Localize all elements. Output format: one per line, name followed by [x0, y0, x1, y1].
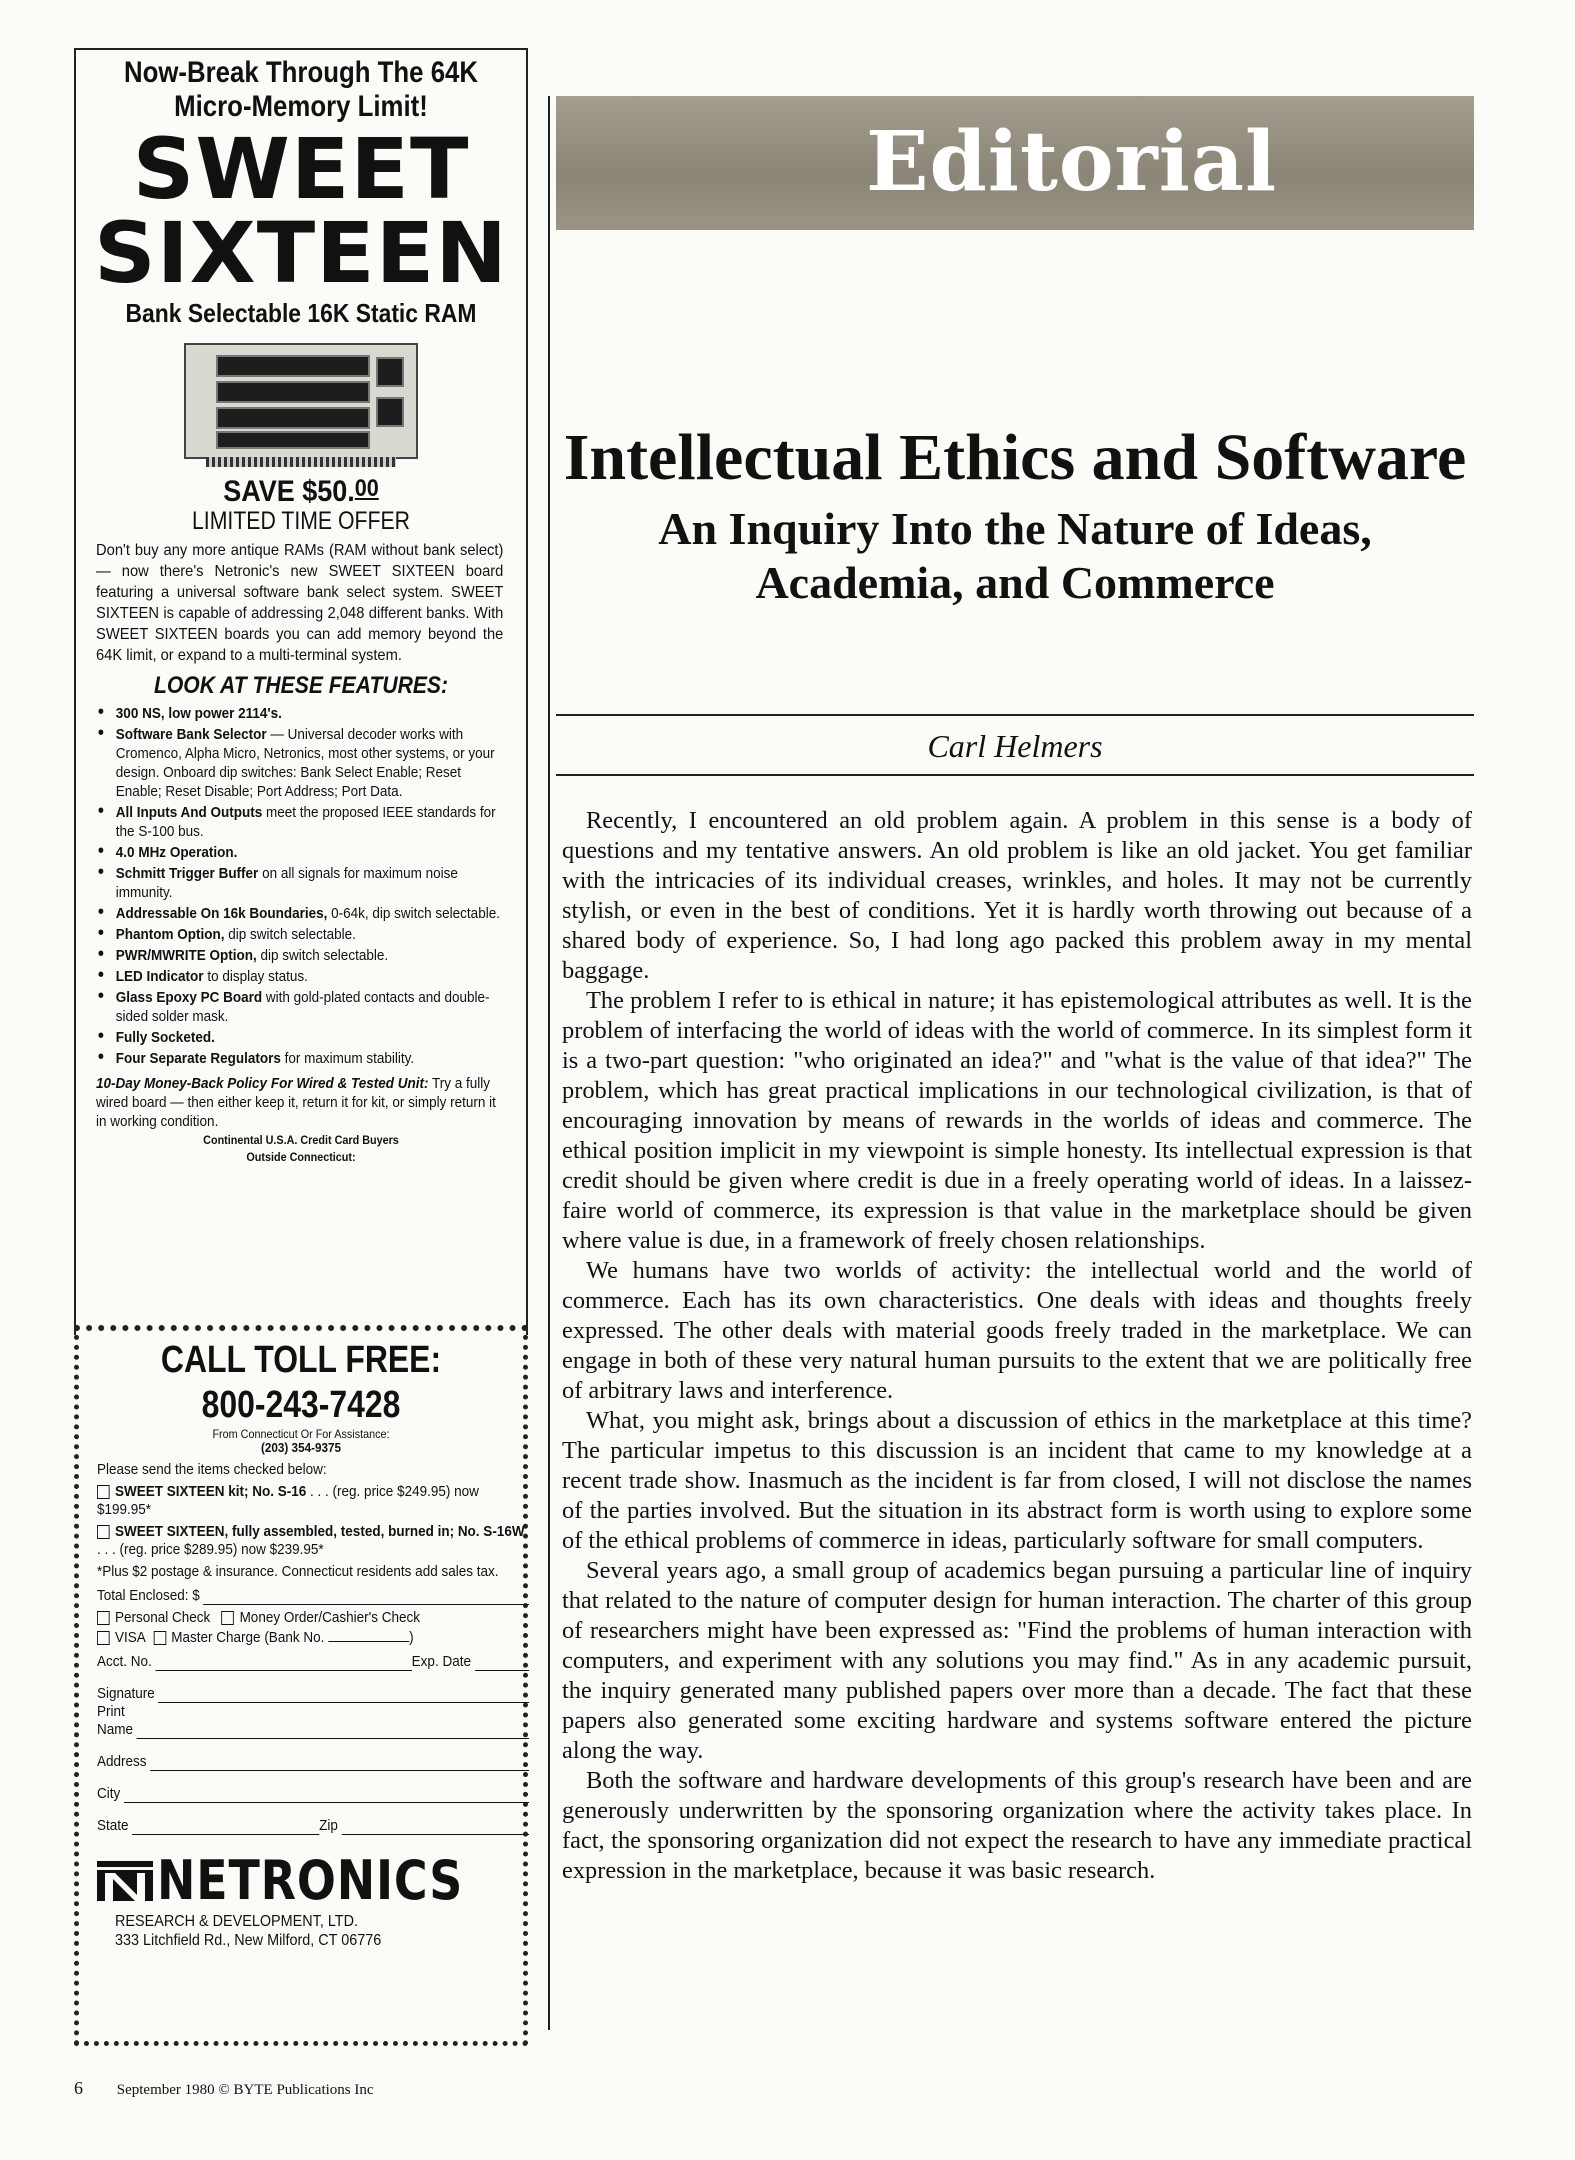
ad-subtitle: Bank Selectable 16K Static RAM	[125, 298, 477, 328]
feature-bold: LED Indicator	[115, 968, 204, 985]
feature-bold: Addressable On 16k Boundaries,	[115, 905, 328, 922]
pay-money-order: Money Order/Cashier's Check	[239, 1609, 420, 1626]
assistance-phone-number: (203) 354-9375	[260, 1440, 342, 1455]
logo-mark-svg	[97, 1861, 153, 1901]
article-paragraph: What, you might ask, brings about a discussion of ethics in the marketplace at this time? The particular impetus to this discussion is an incident that came to my knowledge at a recent trade show. Inasmuch as the incident is far from closed, I will not disclose the names of the parties involved. But the situation in its abstract form is worth using to explore some of the ethical problems of commerce in ideas, particularly software for small computers.	[562, 1407, 1472, 1554]
chip-row	[216, 431, 370, 449]
checkbox[interactable]	[97, 1485, 110, 1499]
checkbox[interactable]	[97, 1631, 110, 1645]
footer-text: September 1980 © BYTE Publications Inc	[116, 2082, 374, 2098]
name-field[interactable]	[97, 1721, 529, 1739]
article-author: Carl Helmers	[927, 728, 1103, 764]
pay-master-charge: Master Charge (Bank No.	[171, 1629, 325, 1646]
chip-row	[216, 355, 370, 377]
ad-title-line1: SWEET	[132, 120, 470, 218]
feature-bold: PWR/MWRITE Option,	[115, 947, 257, 964]
feature-bold: Software Bank Selector	[115, 726, 267, 743]
features-list	[96, 704, 506, 1068]
editorial-banner-label: Editorial	[866, 114, 1278, 210]
payment-row-2: VISA Master Charge (Bank No. )	[97, 1629, 529, 1647]
chip	[376, 357, 404, 387]
item-assembled-label: SWEET SIXTEEN, fully assembled, tested, burned in; No. S-16W	[115, 1523, 525, 1540]
address-label: Address	[97, 1753, 147, 1770]
item-kit-price: . . . (reg. price $249.95) now $199.95*	[97, 1483, 479, 1518]
feature-text: on all signals for maximum noise immunity.	[115, 865, 458, 901]
article-paragraph: Several years ago, a small group of academics began pursuing a particular line of inquiry that related to the nature of computer design for human interaction. The charter of this group of researchers might have been expressed as: "Find the problems of human interaction with computers, and experiment with any solutions you may find." As in any academic pursuit, the inquiry generated many published papers over more than a decade. The fact that these papers also generated some exciting hardware and systems software entered the picture along the way.	[562, 1557, 1472, 1764]
feature-item	[96, 725, 502, 801]
checkbox[interactable]	[153, 1631, 166, 1645]
ad-headline: Now-Break Through The 64K Micro-Memory Limit!	[123, 56, 479, 123]
feature-text: to display status.	[203, 968, 308, 985]
pay-personal-check: Personal Check	[115, 1609, 211, 1626]
feature-bold: 300 NS, low power 2114's.	[115, 705, 282, 722]
feature-bold: Schmitt Trigger Buffer	[115, 865, 259, 882]
feature-bold: Fully Socketed.	[115, 1029, 215, 1046]
payment-row-1	[97, 1609, 529, 1627]
article-paragraph: Recently, I encountered an old problem again. A problem in this sense is a body of questions and my tentative answers. An old problem is like an old jacket. You get familiar with the intricacies of its individual creases, wrinkles, and holes. It may not be currently stylish, or even in the best of conditions. Yet it is hardly worth throwing out because of a shared body of experience. So, I had long ago packed this problem away in my mental baggage.	[562, 807, 1472, 984]
postage-note: *Plus $2 postage & insurance. Connecticut residents add sales tax.	[97, 1563, 499, 1580]
signature-field[interactable]	[97, 1685, 529, 1703]
ad-body: Don't buy any more antique RAMs (RAM without bank select) — now there's Netronic's new SWEET SIXTEEN board featuring a universal software bank select system. SWEET SIXTEEN is capable of addressing 2,048 different banks. With SWEET SIXTEEN boards you can add memory beyond the 64K limit, or expand to a multi-terminal system.	[96, 542, 504, 664]
feature-bold: Phantom Option,	[115, 926, 225, 943]
feature-item	[96, 967, 502, 986]
column-divider	[548, 96, 550, 2030]
state-zip-field[interactable]	[97, 1817, 529, 1835]
call-toll-free: CALL TOLL FREE:	[160, 1339, 442, 1381]
article-subtitle	[556, 502, 1474, 610]
features-heading: LOOK AT THESE FEATURES:	[153, 672, 449, 699]
advertisement	[74, 48, 528, 1949]
feature-bold: Glass Epoxy PC Board	[115, 989, 263, 1006]
assistance-label: From Connecticut Or For Assistance:	[212, 1427, 390, 1441]
article-title: Intellectual Ethics and Software	[563, 421, 1467, 494]
author-rule-top	[556, 714, 1474, 716]
editorial-banner	[556, 96, 1474, 230]
acct-line[interactable]	[155, 1656, 411, 1671]
ad-title-line2: SIXTEEN	[93, 204, 508, 302]
feature-text: dip switch selectable.	[256, 947, 389, 964]
company-address: 333 Litchfield Rd., New Milford, CT 06776	[115, 1932, 382, 1949]
pay-visa: VISA	[115, 1629, 146, 1646]
article-subtitle-line2: Academia, and Commerce	[755, 557, 1275, 608]
netronics-logo	[79, 1835, 523, 1912]
feature-item	[96, 704, 502, 723]
order-intro: Please send the items checked below:	[97, 1461, 327, 1478]
order-item-assembled[interactable]	[97, 1523, 529, 1559]
zip-label: Zip	[319, 1817, 338, 1834]
feature-item	[96, 803, 502, 841]
total-label: Total Enclosed: $	[97, 1587, 200, 1604]
ad-limited-offer: LIMITED TIME OFFER	[191, 507, 411, 535]
exp-line[interactable]	[475, 1656, 529, 1671]
feature-text: with gold-plated contacts and double-sided solder mask.	[115, 989, 490, 1025]
article-paragraph: We humans have two worlds of activity: the intellectual world and the world of commerce. Each has its own characteristics. One deals with ideas and thoughts freely expressed. The other deals with material goods freely traded in the marketplace. We can engage in both of these very natural human pursuits to the extent that we are politically free of arbitrary laws and interference.	[562, 1257, 1472, 1404]
policy-text: Try a fully wired board — then either keep it, return it for kit, or simply return it in working condition.	[96, 1075, 496, 1130]
feature-item	[96, 988, 502, 1026]
city-field[interactable]	[97, 1785, 529, 1803]
chip	[376, 397, 404, 427]
feature-bold: All Inputs And Outputs	[115, 804, 263, 821]
page-number: 6	[74, 2078, 83, 2098]
city-label: City	[97, 1785, 121, 1802]
order-form	[79, 1455, 541, 1835]
feature-text: meet the proposed IEEE standards for the S-100 bus.	[115, 804, 496, 840]
credit-line-2: Outside Connecticut:	[246, 1150, 356, 1164]
feature-text: 0-64k, dip switch selectable.	[327, 905, 500, 922]
total-line[interactable]	[203, 1590, 528, 1605]
feature-item	[96, 864, 502, 902]
print-label: Print	[97, 1703, 125, 1720]
author-rule-bottom	[556, 774, 1474, 776]
bank-no-line[interactable]	[328, 1641, 409, 1642]
save-cents: 00	[354, 475, 379, 502]
credit-line-1: Continental U.S.A. Credit Card Buyers	[203, 1133, 399, 1147]
checkbox[interactable]	[97, 1611, 110, 1625]
assistance-phone	[101, 1441, 501, 1455]
article-paragraph: The problem I refer to is ethical in nature; it has epistemological attributes as well. It is the problem of interfacing the world of ideas with the world of commerce. In its simplest form it is a two-part question: "who originated an idea?" and "what is the value of that idea?" The problem, which has great practical implications in our technological civilization, is that of encouraging innovation by means of rewards in the worlds of ideas and commerce. The ethical position implicit in my viewpoint is simple honesty. Its intellectual expression is that credit should be given where credit is due in a freely operating world of ideas. In a laissez-faire world of commerce, its expression is that value in the marketplace should be given where value is due, in a framework of freely chosen relationships.	[562, 987, 1472, 1254]
money-back-policy	[96, 1074, 502, 1131]
chip-row	[216, 407, 370, 429]
feature-item	[96, 946, 502, 965]
policy-bold: 10-Day Money-Back Policy For Wired & Tested Unit:	[96, 1075, 429, 1092]
toll-free-phone[interactable]: 800-243-7428	[201, 1384, 401, 1426]
item-kit-label: SWEET SIXTEEN kit; No. S-16	[115, 1483, 307, 1500]
feature-item	[96, 1049, 502, 1068]
name-label: Name	[97, 1721, 134, 1738]
article-subtitle-line1: An Inquiry Into the Nature of Ideas,	[658, 503, 1372, 554]
address-field[interactable]	[97, 1753, 529, 1771]
total-field[interactable]	[97, 1587, 529, 1605]
order-coupon	[74, 1325, 528, 2046]
order-item-kit[interactable]	[97, 1483, 529, 1519]
checkbox[interactable]	[97, 1525, 110, 1539]
edge-connector	[206, 457, 396, 467]
feature-bold: 4.0 MHz Operation.	[115, 844, 238, 861]
netronics-logo-icon	[97, 1861, 153, 1901]
article-body	[562, 806, 1472, 1886]
checkbox[interactable]	[222, 1611, 235, 1625]
page-footer	[74, 2078, 374, 2099]
signature-label: Signature	[97, 1685, 155, 1702]
name-line[interactable]	[137, 1724, 529, 1739]
item-assembled-price: . . . (reg. price $289.95) now $239.95*	[97, 1541, 324, 1558]
address-line[interactable]	[150, 1756, 528, 1771]
company-name: NETRONICS	[157, 1849, 464, 1912]
ram-board-image	[184, 343, 418, 459]
exp-label: Exp. Date	[411, 1653, 471, 1670]
feature-item	[96, 1028, 502, 1047]
feature-item	[96, 904, 502, 923]
signature-line[interactable]	[158, 1688, 528, 1703]
article-paragraph: Both the software and hardware developments of this group's research have been and are generously underwritten by the sponsoring organization where the activity takes place. In fact, the sponsoring organization did not expect the research to have any immediate practical expression in the marketplace, because it was basic research.	[562, 1767, 1472, 1884]
acct-field[interactable]	[97, 1653, 529, 1671]
feature-bold: Four Separate Regulators	[115, 1050, 281, 1067]
state-label: State	[97, 1817, 129, 1834]
city-line[interactable]	[124, 1788, 529, 1803]
feature-item	[96, 925, 502, 944]
state-line[interactable]	[132, 1820, 319, 1835]
zip-line[interactable]	[342, 1820, 529, 1835]
save-prefix: SAVE $50.	[223, 475, 355, 508]
feature-item	[96, 843, 502, 862]
ad-save	[117, 475, 486, 509]
company-subtitle: RESEARCH & DEVELOPMENT, LTD.	[115, 1913, 358, 1930]
ad-top	[76, 50, 526, 1165]
feature-text: for maximum stability.	[280, 1050, 415, 1067]
chip-row	[216, 381, 370, 403]
feature-text: dip switch selectable.	[224, 926, 356, 943]
feature-text: — Universal decoder works with Cromenco, Alpha Micro, Netronics, most other systems, or your design. Onboard dip switches: Bank Select Enable; Reset Enable; Reset Disable; Port Address; Port Data.	[115, 726, 495, 800]
acct-label: Acct. No.	[97, 1653, 152, 1670]
